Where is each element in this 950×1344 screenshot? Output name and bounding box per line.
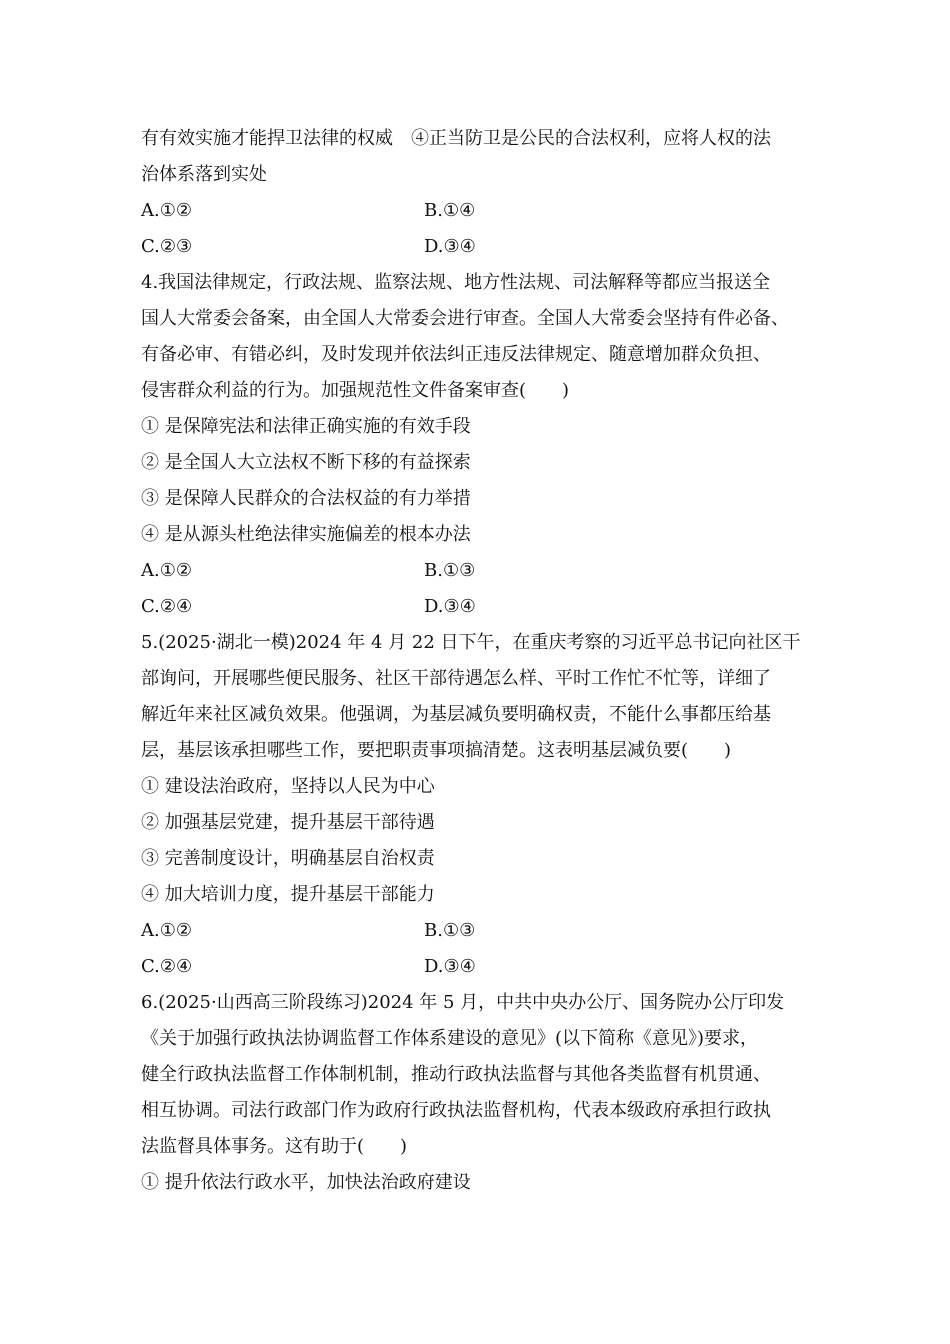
- q6-statement-1: ① 提升依法行政水平，加快法治政府建设: [141, 1172, 471, 1193]
- q6-stem-line-3: 健全行政执法监督工作体制机制，推动行政执法监督与其他各类监督有机贯通、: [141, 1064, 771, 1085]
- q5-option-c: C.②④: [141, 956, 193, 977]
- q5-options-row-2: [141, 949, 821, 985]
- q4-stem-line-1: 4.我国法律规定，行政法规、监察法规、地方性法规、司法解释等都应当报送全: [141, 272, 771, 293]
- q4-stem-line-3: 有备必审、有错必纠，及时发现并依法纠正违反法律规定、随意增加群众负担、: [141, 344, 771, 365]
- q4-statement-4: ④ 是从源头杜绝法律实施偏差的根本办法: [141, 524, 471, 545]
- q4-option-b: B.①③: [424, 560, 476, 581]
- q5-statement-2: ② 加强基层党建，提升基层干部待遇: [141, 812, 435, 833]
- q3-option-a: A.①②: [141, 200, 192, 221]
- q4-options-row-2: [141, 589, 821, 625]
- question-content: [141, 121, 821, 1201]
- q5-statement-3: ③ 完善制度设计，明确基层自治权责: [141, 848, 435, 869]
- q5-option-b: B.①③: [424, 920, 476, 941]
- q3-option-b: B.①④: [424, 200, 476, 221]
- q4-option-d: D.③④: [424, 596, 476, 617]
- q5-stem-line-1: 5.(2025·湖北一模)2024 年 4 月 22 日下午，在重庆考察的习近平总书记向社区干: [141, 632, 801, 653]
- q3-continuation-line-1: 有有效实施才能捍卫法律的权威 ④正当防卫是公民的合法权利，应将人权的法: [141, 128, 771, 149]
- q6-stem-line-5: 法监督具体事务。这有助于( ): [141, 1136, 408, 1157]
- q5-statement-4: ④ 加大培训力度，提升基层干部能力: [141, 884, 435, 905]
- q5-option-a: A.①②: [141, 920, 192, 941]
- q4-statement-3: ③ 是保障人民群众的合法权益的有力举措: [141, 488, 471, 509]
- q6-stem-line-4: 相互协调。司法行政部门作为政府行政执法监督机构，代表本级政府承担行政执: [141, 1100, 771, 1121]
- q4-statement-2: ② 是全国人大立法权不断下移的有益探索: [141, 452, 471, 473]
- q6-stem-line-2: 《关于加强行政执法协调监督工作体系建设的意见》(以下简称《意见》)要求，: [141, 1028, 759, 1049]
- q3-options-row-1: [141, 193, 821, 229]
- q5-stem-line-3: 解近年来社区减负效果。他强调，为基层减负要明确权责，不能什么事都压给基: [141, 704, 771, 725]
- q5-statement-1: ① 建设法治政府，坚持以人民为中心: [141, 776, 435, 797]
- q5-options-row-1: [141, 913, 821, 949]
- q5-option-d: D.③④: [424, 956, 476, 977]
- q3-options-row-2: [141, 229, 821, 265]
- q4-stem-line-2: 国人大常委会备案，由全国人大常委会进行审查。全国人大常委会坚持有件必备、: [141, 308, 789, 329]
- q4-option-c: C.②④: [141, 596, 193, 617]
- q4-stem-line-4: 侵害群众利益的行为。加强规范性文件备案审查( ): [141, 380, 570, 401]
- q5-stem-line-2: 部询问，开展哪些便民服务、社区干部待遇怎么样、平时工作忙不忙等，详细了: [141, 668, 771, 689]
- q4-statement-1: ① 是保障宪法和法律正确实施的有效手段: [141, 416, 471, 437]
- q4-option-a: A.①②: [141, 560, 192, 581]
- q4-options-row-1: [141, 553, 821, 589]
- q3-continuation-line-2: 治体系落到实处: [141, 164, 267, 185]
- q3-option-c: C.②③: [141, 236, 193, 257]
- q6-stem-line-1: 6.(2025·山西高三阶段练习)2024 年 5 月，中共中央办公厅、国务院办公厅印发: [141, 992, 785, 1013]
- q5-stem-line-4: 层，基层该承担哪些工作，要把职责事项搞清楚。这表明基层减负要( ): [141, 740, 732, 761]
- q3-option-d: D.③④: [424, 236, 476, 257]
